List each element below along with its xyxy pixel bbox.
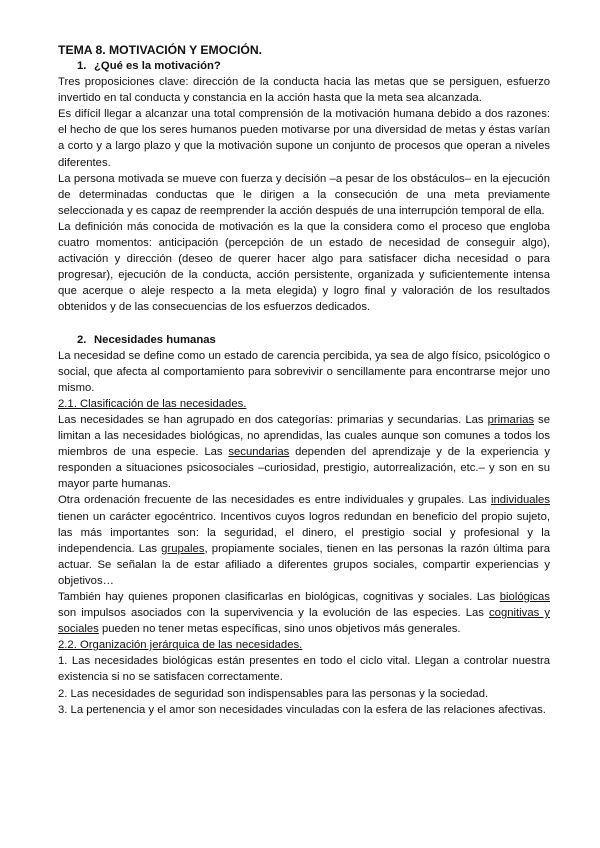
section-1-paragraph-1: Tres proposiciones clave: dirección de la conducta hacia las metas que se persiguen, esfuerzo invertido en tal conducta y constancia en la acción hasta que la meta sea alcanzada. — [58, 76, 550, 105]
subsection-2-2-heading: 2.2. Organización jerárquica de las necesidades. — [58, 639, 303, 652]
section-2-number: 2. — [77, 333, 87, 346]
section-2-heading-text: Necesidades humanas — [94, 333, 216, 346]
spacer — [58, 316, 550, 332]
section-1-paragraph-2: Es difícil llegar a alcanzar una total comprensión de la motivación humana debido a dos razones: el hecho de que los seres humanos pueden motivarse por una diversidad de metas y éstas varían a corto y a largo plazo y que la motivación supone un conjunto de procesos que operan a niveles diferentes. — [58, 108, 550, 169]
text-run: se limitan a las necesidades biológicas, no aprendidas, las cuales aunque son comunes a todos los miembros de una especie. Las — [58, 413, 550, 459]
text-run: son impulsos asociados con la supervivencia y la evolución de las especies. Las — [58, 607, 490, 620]
classification-paragraph-primary-secondary — [58, 412, 550, 492]
term-cognitivas-sociales: cognitivas y sociales — [58, 607, 550, 636]
section-1-heading — [58, 58, 550, 74]
section-2-intro: La necesidad se define como un estado de carencia percibida, ya sea de algo físico, psicológico o social, que afecta al comportamiento para sobrevivir o sencillamente para encontrarse mejor uno mismo. — [58, 349, 550, 394]
term-individuales: individuales — [490, 494, 550, 507]
term-primarias: primarias — [487, 413, 535, 426]
section-1-number: 1. — [77, 60, 87, 72]
section-2-heading — [58, 332, 550, 348]
text-run: pueden no tener metas específicas, sino unos objetivos más generales. — [98, 623, 461, 636]
list-item: 3. La pertenencia y el amor son necesidades vinculadas con la esfera de las relaciones afectivas. — [58, 703, 546, 716]
subsection-2-1-heading: 2.1. Clasificación de las necesidades. — [58, 397, 247, 410]
classification-paragraph-biological-cognitive — [58, 589, 550, 637]
list-item: 1. Las necesidades biológicas están presentes en todo el ciclo vital. Llegan a controlar nuestra existencia si no se satisfacen correctamente. — [58, 655, 550, 684]
text-run: Otra ordenación frecuente de las necesidades es entre individuales y grupales. Las — [58, 494, 491, 507]
classification-paragraph-individual-group — [58, 492, 550, 589]
text-run: , propiamente sociales, tienen en las personas la razón última para actuar. Se señalan la de estar afiliado a diferentes grupos sociales, compartir experiencias y objetivos… — [58, 542, 550, 587]
text-run: tienen un carácter egocéntrico. Incentivos cuyos logros redundan en beneficio del propio sujeto, las más importantes son: la seguridad, el dinero, el prestigio social y profesional y la independencia. Las — [58, 510, 550, 555]
section-1-paragraph-3: La persona motivada se mueve con fuerza y decisión –a pesar de los obstáculos– en la ejecución de determinadas conductas que le dirigen a la consecución de una meta previamente seleccionada y es capaz de reemprender la acción después de una interrupción temporal de ella. — [58, 172, 550, 217]
term-biologicas: biológicas — [499, 591, 550, 603]
document-page — [58, 42, 550, 718]
term-secundarias: secundarias — [228, 446, 290, 459]
document-title: TEMA 8. MOTIVACIÓN Y EMOCIÓN. — [58, 43, 263, 57]
list-item: 2. Las necesidades de seguridad son indispensables para las personas y la sociedad. — [58, 687, 489, 700]
text-run: Las necesidades se han agrupado en dos categorías: primarias y secundarias. Las — [58, 413, 488, 426]
term-grupales: grupales — [161, 542, 205, 555]
section-1-paragraph-4: La definición más conocida de motivación es la que la considera como el proceso que engloba cuatro momentos: anticipación (percepción de un estado de necesidad de conseguir algo), activación y dirección (deseo de querer hacer algo para satisfacer dicha necesidad o para progresar), ejecución de la conducta, acción persistente, organizada y suficientemente intensa que acerque o aleje respecto a la meta elegida) y logro final y valoración de los resultados obtenidos y de las consecuencias de los esfuerzos dedicados. — [58, 220, 550, 314]
text-run: También hay quienes proponen clasificarlas en biológicas, cognitivas y sociales. Las — [58, 591, 500, 603]
section-1-heading-text: ¿Qué es la motivación? — [94, 60, 221, 72]
text-run: dependen del aprendizaje y de la experiencia y responden a situaciones psicosociales –curiosidad, prestigio, autorrealización, etc.– y son en su mayor parte humanas. — [58, 446, 550, 491]
